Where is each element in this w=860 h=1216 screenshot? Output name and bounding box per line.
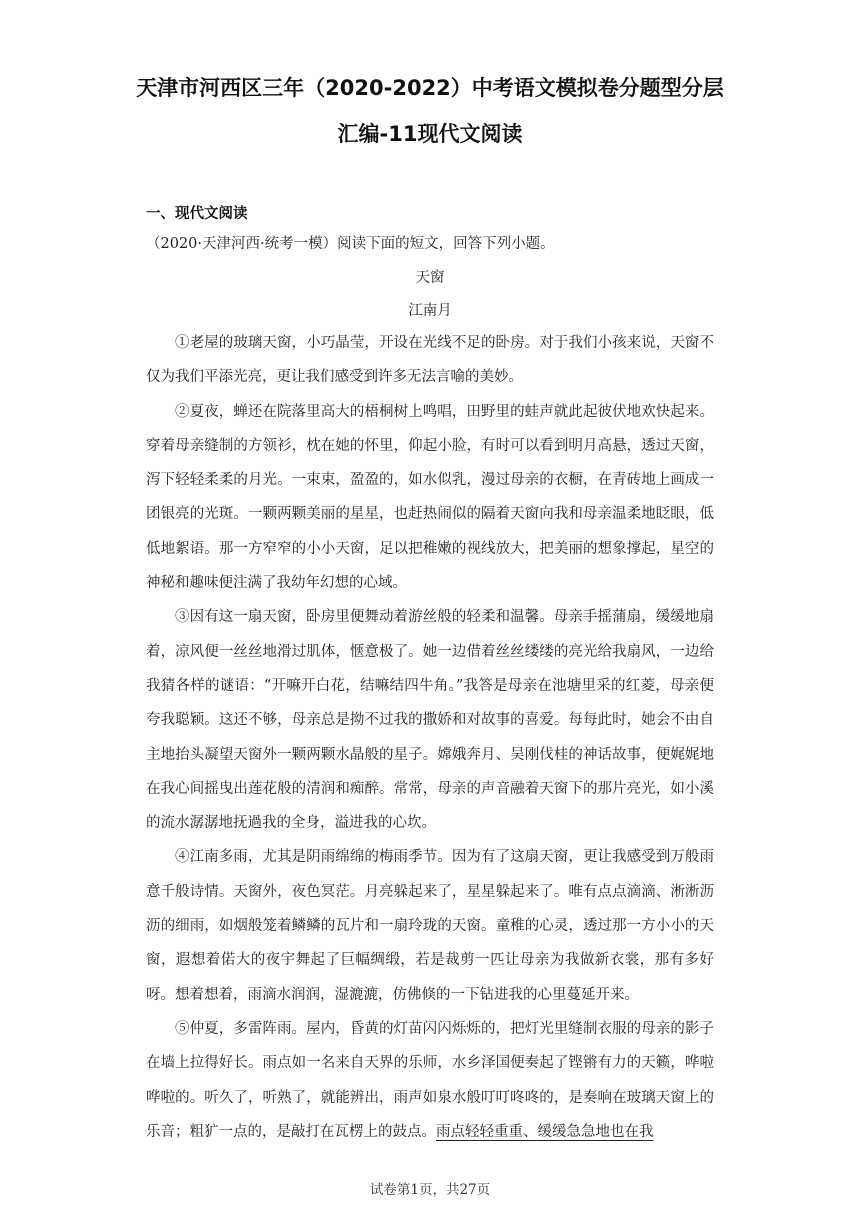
- paragraph-1: ①老屋的玻璃天窗，小巧晶莹，开设在光线不足的卧房。对于我们小孩来说，天窗不仅为我们平添光亮，更让我们感受到许多无法言喻的美妙。: [146, 335, 714, 386]
- paragraph-5: [146, 1012, 714, 1149]
- article-body: [146, 326, 714, 1149]
- paragraph-5-text: ⑤仲夏，多雷阵雨。屋内，昏黄的灯苗闪闪烁烁的，把灯光里缝制衣服的母亲的影子在墙上拉得好长。雨点如一名来自天界的乐师，水乡泽国便奏起了铿锵有力的天籁，哗啦哗啦的。听久了，听熟了，就能辨出，雨声如泉水般叮叮咚咚的，是奏响在玻璃天窗上的乐音；粗犷一点的，是敲打在瓦楞上的鼓点。: [146, 1020, 714, 1140]
- question-source: （2020·天津河西·统考一模）阅读下面的短文，回答下列小题。: [146, 236, 555, 252]
- article-title: 天窗: [415, 270, 445, 286]
- section-heading: 一、现代文阅读: [146, 206, 248, 222]
- page-footer: 试卷第1页，共27页: [369, 1182, 491, 1198]
- document-title-line-1: 天津市河西区三年（2020-2022）中考语文模拟卷分题型分层: [136, 76, 724, 100]
- document-title-line-2: 汇编-11现代文阅读: [337, 122, 523, 146]
- paragraph-4: ④江南多雨，尤其是阴雨绵绵的梅雨季节。因为有了这扇天窗，更让我感受到万般雨意千般诗情。天窗外，夜色冥茫。月亮躲起来了，星星躲起来了。唯有点点滴滴、淅淅沥沥的细雨，如烟般笼着鳞鳞的瓦片和一扇玲珑的天窗。童稚的心灵，透过那一方小小的天窗，遐想着偌大的夜宇舞起了巨幅绸缎，若是裁剪一匹让母亲为我做新衣裳，那有多好呀。想着想着，雨滴水润润，湿漉漉，仿佛倏的一下钻进我的心里蔓延开来。: [146, 849, 714, 1003]
- paragraph-3: ③因有这一扇天窗，卧房里便舞动着游丝般的轻柔和温馨。母亲手摇蒲扇，缓缓地扇着，凉风便一丝丝地滑过肌体，惬意极了。她一边借着丝丝缕缕的亮光给我扇风，一边给我猜各样的谜语：“开嘛开白花，结嘛结四牛角。”我答是母亲在池塘里采的红菱，母亲便夸我聪颖。这还不够，母亲总是拗不过我的撒娇和对故事的喜爱。每每此时，她会不由自主地抬头凝望天窗外一颗两颗水晶般的星子。嫦娥奔月、吴刚伐桂的神话故事，便娓娓地在我心间摇曳出莲花般的清润和痴醉。常常，母亲的声音融着天窗下的那片亮光，如小溪的流水潺潺地抚過我的全身，溢进我的心坎。: [146, 609, 714, 832]
- article-author: 江南月: [408, 303, 452, 319]
- paragraph-2: ②夏夜，蝉还在院落里高大的梧桐树上鸣唱，田野里的蛙声就此起彼伏地欢快起来。穿着母亲缝制的方领衫，枕在她的怀里，仰起小脸，有时可以看到明月高悬，透过天窗，泻下轻轻柔柔的月光。一束束，盈盈的，如水似乳，漫过母亲的衣橱，在青砖地上画成一团银亮的光斑。一颗两颗美丽的星星，也赶热闹似的隔着天窗向我和母亲温柔地眨眼，低低地絮语。那一方窄窄的小小天窗，足以把稚嫩的视线放大，把美丽的想象撑起，星空的神秘和趣味便注满了我幼年幻想的心域。: [146, 403, 714, 592]
- underlined-sentence: 雨点轻轻重重、缓缓急急地也在我: [436, 1123, 654, 1140]
